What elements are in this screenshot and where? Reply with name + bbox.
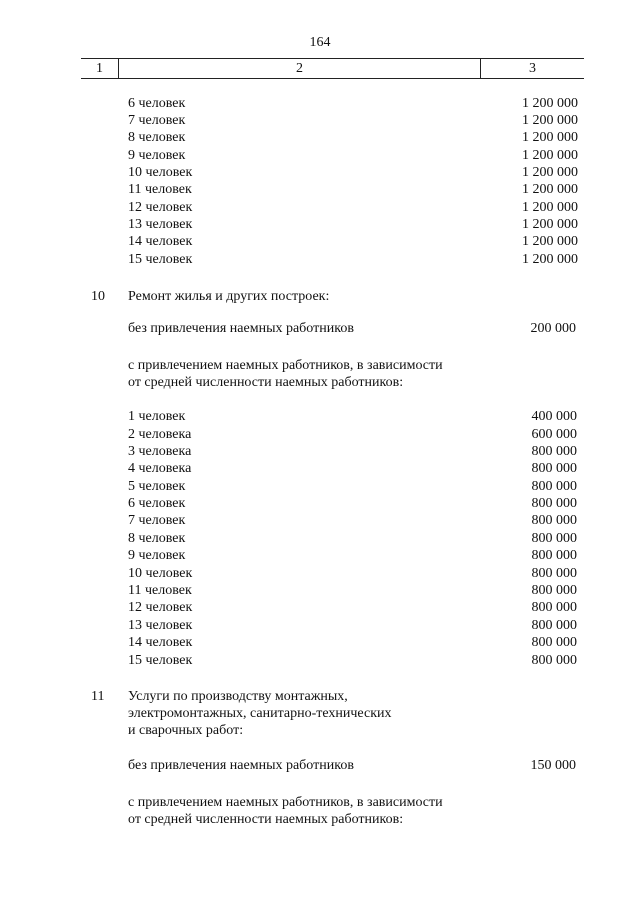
row-label: 15 человек	[128, 252, 193, 267]
row-label: 2 человека	[128, 427, 192, 442]
row-value: 800 000	[531, 618, 577, 633]
row-value: 1 200 000	[522, 234, 578, 249]
row-value: 800 000	[531, 479, 577, 494]
row-value: 1 200 000	[522, 217, 578, 232]
table-row	[0, 216, 640, 233]
table-row	[0, 599, 640, 616]
column-header-2: 2	[119, 59, 481, 78]
table-row	[0, 408, 640, 425]
table-row	[0, 443, 640, 460]
row-label: 13 человек	[128, 618, 193, 633]
table-row	[0, 617, 640, 634]
section-title: Ремонт жилья и других построек:	[128, 289, 330, 304]
row-value: 800 000	[531, 461, 577, 476]
column-header-table	[81, 58, 584, 79]
with-hired-text	[0, 357, 640, 374]
table-row	[0, 460, 640, 477]
table-row	[0, 199, 640, 216]
table-row	[0, 147, 640, 164]
with-hired-text	[0, 794, 640, 811]
section-heading	[0, 688, 640, 705]
row-label: 12 человек	[128, 600, 193, 615]
row-value: 1 200 000	[522, 113, 578, 128]
row-label: 6 человек	[128, 496, 186, 511]
row-value: 800 000	[531, 583, 577, 598]
row-label: 5 человек	[128, 479, 186, 494]
row-label: 7 человек	[128, 113, 186, 128]
row-value: 800 000	[531, 600, 577, 615]
row-value: 200 000	[530, 321, 576, 336]
row-label: 8 человек	[128, 531, 186, 546]
row-label: 15 человек	[128, 653, 193, 668]
with-hired-text	[0, 811, 640, 828]
row-value: 1 200 000	[522, 165, 578, 180]
row-label: 13 человек	[128, 217, 193, 232]
table-row	[0, 478, 640, 495]
row-value: 1 200 000	[522, 182, 578, 197]
table-row	[0, 582, 640, 599]
table-row	[0, 164, 640, 181]
table-row	[0, 426, 640, 443]
row-value: 800 000	[531, 513, 577, 528]
table-row	[0, 530, 640, 547]
table-row	[0, 233, 640, 250]
paragraph-line: от средней численности наемных работников:	[128, 375, 404, 390]
section-heading	[0, 288, 640, 305]
row-value: 800 000	[531, 531, 577, 546]
row-label: 10 человек	[128, 566, 193, 581]
table-row	[0, 495, 640, 512]
paragraph-line: с привлечением наемных работников, в зависимости	[128, 358, 443, 373]
paragraph-line: с привлечением наемных работников, в зависимости	[128, 795, 443, 810]
row-value: 800 000	[531, 548, 577, 563]
table-row	[0, 95, 640, 112]
table-row	[0, 112, 640, 129]
table-row	[0, 547, 640, 564]
row-value: 800 000	[531, 444, 577, 459]
row-label: 7 человек	[128, 513, 186, 528]
table-row	[0, 565, 640, 582]
column-header-1: 1	[81, 59, 119, 78]
section-title: электромонтажных, санитарно-технических	[128, 706, 392, 721]
section-title-continued	[0, 722, 640, 739]
row-label: 11 человек	[128, 583, 192, 598]
row-value: 800 000	[531, 566, 577, 581]
section-title: Услуги по производству монтажных,	[128, 689, 348, 704]
row-label: 14 человек	[128, 635, 193, 650]
row-label: 8 человек	[128, 130, 186, 145]
row-label: 9 человек	[128, 548, 186, 563]
row-label: 14 человек	[128, 234, 193, 249]
row-label: 10 человек	[128, 165, 193, 180]
row-value: 150 000	[530, 758, 576, 773]
row-value: 800 000	[531, 496, 577, 511]
table-row	[0, 652, 640, 669]
no-hired-row	[0, 757, 640, 774]
row-label: 1 человек	[128, 409, 186, 424]
table-row	[0, 251, 640, 268]
row-label: 6 человек	[128, 96, 186, 111]
row-value: 600 000	[531, 427, 577, 442]
row-value: 1 200 000	[522, 130, 578, 145]
row-label: без привлечения наемных работников	[128, 758, 354, 773]
with-hired-text	[0, 374, 640, 391]
row-label: 12 человек	[128, 200, 193, 215]
table-row	[0, 129, 640, 146]
no-hired-row	[0, 320, 640, 337]
page-number: 164	[309, 35, 331, 50]
section-number: 11	[91, 689, 105, 704]
row-label: 4 человека	[128, 461, 192, 476]
row-value: 800 000	[531, 653, 577, 668]
table-row	[0, 512, 640, 529]
row-value: 1 200 000	[522, 200, 578, 215]
row-label: 9 человек	[128, 148, 186, 163]
row-label: 11 человек	[128, 182, 192, 197]
table-row	[0, 181, 640, 198]
row-label: без привлечения наемных работников	[128, 321, 354, 336]
column-header-3: 3	[529, 61, 536, 76]
row-value: 1 200 000	[522, 252, 578, 267]
row-value: 400 000	[531, 409, 577, 424]
table-row	[0, 634, 640, 651]
row-label: 3 человека	[128, 444, 192, 459]
section-title: и сварочных работ:	[128, 723, 244, 738]
row-value: 800 000	[531, 635, 577, 650]
section-number: 10	[91, 289, 105, 304]
row-value: 1 200 000	[522, 148, 578, 163]
paragraph-line: от средней численности наемных работников:	[128, 812, 404, 827]
row-value: 1 200 000	[522, 96, 578, 111]
section-title-continued	[0, 705, 640, 722]
